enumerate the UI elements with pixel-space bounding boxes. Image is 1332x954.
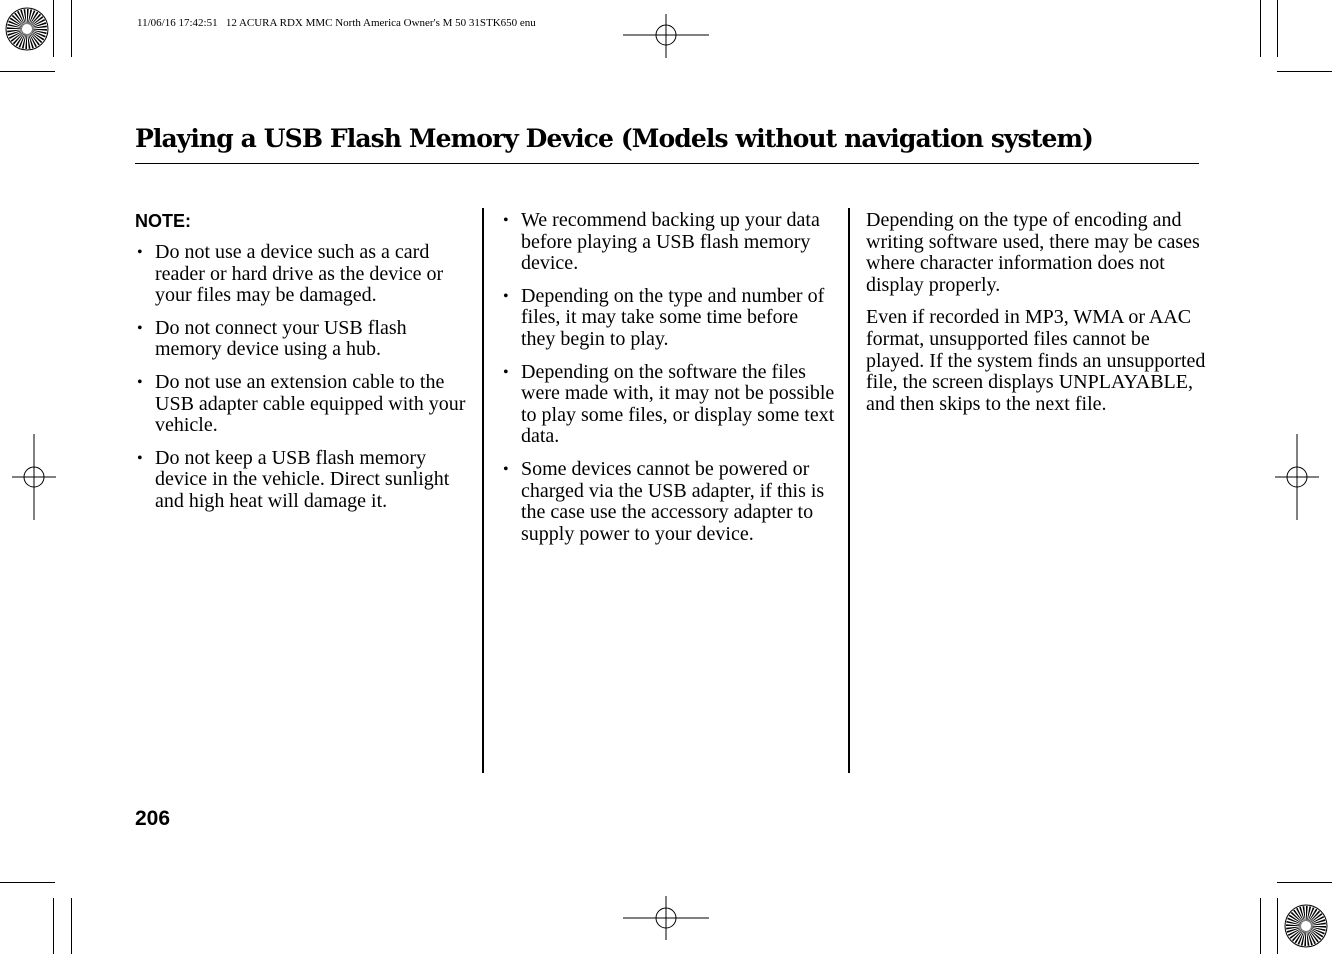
crop-mark [1277, 898, 1278, 954]
column-divider [482, 208, 484, 773]
list-item: • Depending on the type and number of files, it may take some time before they begin to play. [501, 286, 836, 351]
crop-mark [0, 71, 55, 72]
column-divider [848, 208, 850, 773]
crosshair-registration-mark-right [1275, 434, 1319, 520]
crop-mark [1260, 0, 1261, 57]
column-2 [501, 210, 836, 556]
list-item: • Do not use a device such as a card reader or hard drive as the device or your files may be damaged. [135, 242, 471, 307]
crop-mark [1260, 898, 1261, 954]
list-item: • Do not keep a USB flash memory device in the vehicle. Direct sunlight and high heat will damage it. [135, 448, 471, 513]
crop-mark [53, 898, 54, 954]
crosshair-registration-mark-left [12, 434, 56, 520]
list-item: • We recommend backing up your data before playing a USB flash memory device. [501, 210, 836, 275]
page-number: 206 [135, 807, 171, 830]
crosshair-registration-mark-top [623, 14, 709, 58]
list-item: • Do not connect your USB flash memory device using a hub. [135, 318, 471, 361]
crosshair-registration-mark-bottom [623, 896, 709, 940]
crop-mark [0, 882, 55, 883]
title-underline [135, 163, 1199, 164]
list-item: • Some devices cannot be powered or charged via the USB adapter, if this is the case use the accessory adapter to supply power to your device. [501, 459, 836, 545]
print-job-header: 11/06/16 17:42:51 12 ACURA RDX MMC North America Owner's M 50 31STK650 enu [137, 17, 536, 29]
starburst-registration-mark-top-left [5, 7, 49, 51]
crop-mark [71, 0, 72, 57]
page-title: Playing a USB Flash Memory Device (Models without navigation system) [135, 124, 1093, 153]
paragraph: Depending on the type of encoding and writing software used, there may be cases where character information does not display properly. [866, 209, 1200, 296]
column-1 [135, 210, 471, 524]
crop-mark [53, 0, 54, 57]
crop-mark [1277, 71, 1332, 72]
crop-mark [71, 898, 72, 954]
column-3 [866, 210, 1206, 426]
note-label: NOTE: [135, 211, 191, 231]
recommendation-list [501, 210, 836, 545]
list-item: • Do not use an extension cable to the USB adapter cable equipped with your vehicle. [135, 372, 471, 437]
paragraph: Even if recorded in MP3, WMA or AAC format, unsupported files cannot be played. If the system finds an unsupported file, the screen displays UNPLAYABLE, and then skips to the next file. [866, 306, 1206, 415]
note-list [135, 242, 471, 513]
starburst-registration-mark-bottom-right [1284, 904, 1328, 948]
crop-mark [1277, 882, 1332, 883]
crop-mark [1277, 0, 1278, 57]
list-item: • Depending on the software the files were made with, it may not be possible to play some files, or display some text data. [501, 362, 836, 448]
